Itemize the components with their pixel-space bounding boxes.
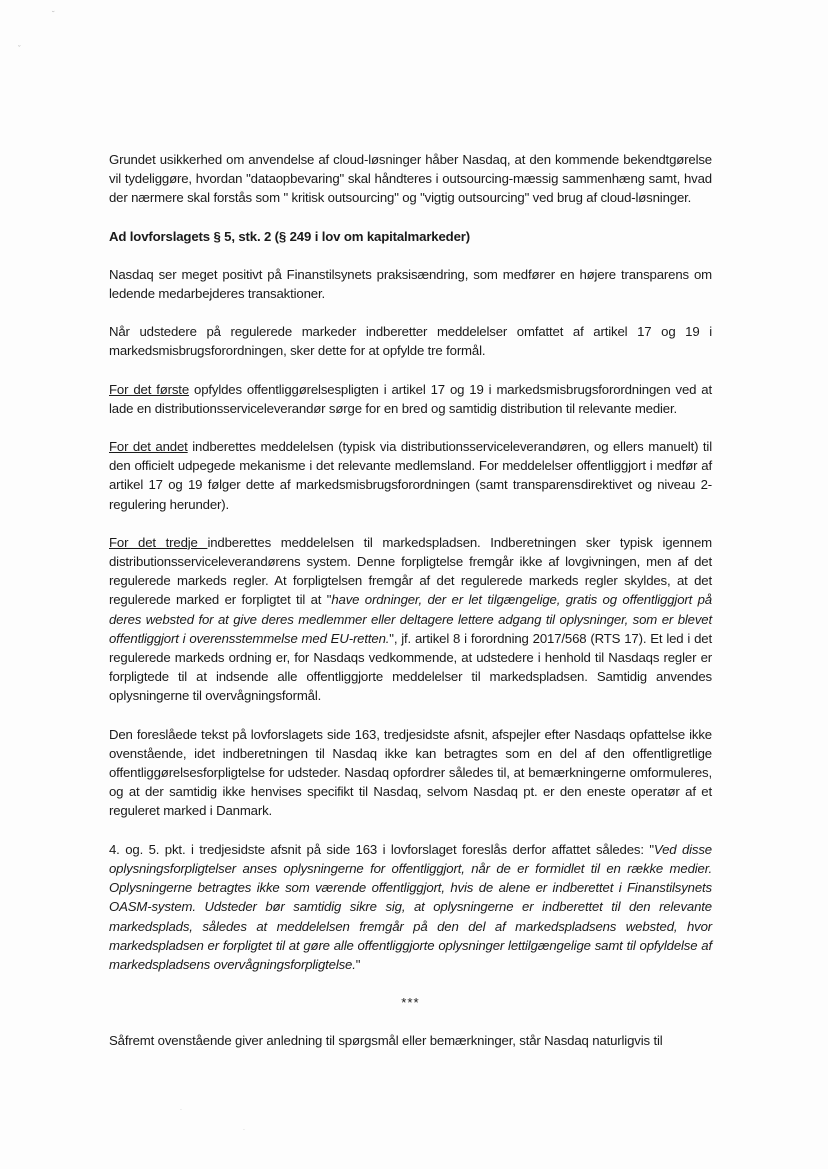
paragraph-proposed-wording	[109, 840, 712, 974]
paragraph-text: indberettes meddelelsen til markedspladsen. Indberetningen sker typisk igennem distributionsserviceleverandørens system. Denne forpligtelse fremgår ikke af lovgivningen, men af det regulerede markeds regler. At forpligtelsen fremgår af det regulerede markeds regler skyldes, at det regulerede marked er forpligtet til at "	[109, 534, 712, 608]
scan-speck: ˬ	[18, 38, 21, 47]
italic-quote: have ordninger, der er let tilgængelige, gratis og offentliggjort på deres websted for at give deres medlemmer eller deltagere lettere adgang til oplysninger, som er blevet offentliggjort i overensstemmelse med EU-retten.	[109, 592, 712, 646]
underlined-lead: For det andet	[109, 439, 188, 455]
paragraph-proposed-text: Den foreslåede tekst på lovforslagets side 163, tredjesidste afsnit, afspejler efter Nasdaqs opfattelse ikke ovenstående, idet indberetningen til Nasdaq ikke kan betragtes som en del af den offentligretlige offentliggørelsesforpligtelse for udsteder. Nasdaq opfordrer således til, at bemærkningerne omformuleres, og at der samtidig ikke henvises specifikt til Nasdaq, selvom Nasdaq pt. er den eneste operatør af et reguleret marked i Danmark.	[109, 726, 712, 819]
document-body	[109, 150, 712, 1070]
scan-speck: ˘	[52, 10, 55, 19]
paragraph-first-purpose	[109, 380, 712, 418]
paragraph-text: 4. og. 5. pkt. i tredjesidste afsnit på side 163 i lovforslaget foreslås derfor affattet således: "	[109, 841, 654, 857]
paragraph-second-purpose	[109, 437, 712, 514]
paragraph-third-purpose	[109, 533, 712, 706]
section-separator: ***	[401, 995, 420, 1011]
underlined-lead: For det første	[109, 381, 190, 397]
underlined-lead: For det tredje	[109, 534, 208, 550]
paragraph-three-purposes: Når udstedere på regulerede markeder indberetter meddelelser omfattet af artikel 17 og 19 i markedsmisbrugsforordningen, sker dette for at opfylde tre formål.	[109, 324, 712, 359]
scan-speck: ˙	[180, 1108, 183, 1117]
paragraph-practice-change: Nasdaq ser meget positivt på Finanstilsynets praksisændring, som medfører en højere transparens om ledende medarbejderes transaktioner.	[109, 266, 712, 302]
scan-speck: ˙	[243, 1128, 246, 1137]
paragraph-closing: Såfremt ovenstående giver anledning til spørgsmål eller bemærkninger, står Nasdaq naturligvis til	[109, 1033, 663, 1049]
paragraph-text: opfyldes offentliggørelsespligten i artikel 17 og 19 i markedsmisbrugsforordningen ved at lade en distributionsserviceleverandør sørge for en bred og samtidig distribution til relevante medier.	[109, 381, 713, 416]
paragraph-cloud-solutions: Grundet usikkerhed om anvendelse af cloud-løsninger håber Nasdaq, at den kommende bekendtgørelse vil tydeliggøre, hvordan "dataopbevaring" skal håndteres i outsourcing-mæssig sammenhæng samt, hvad der nærmere skal forstås som " kritisk outsourcing" og "vigtig outsourcing" ved brug af cloud-løsninger.	[109, 152, 712, 206]
paragraph-text: "	[355, 956, 361, 972]
italic-quote: Ved disse oplysningsforpligtelser anses oplysningerne for offentliggjort, når de er formidlet til en række medier. Oplysningerne betragtes ikke som værende offentliggjort, hvis de alene er indberettet i Finanstilsynets OASM-system. Udsteder bør samtidig sikre sig, at oplysningerne er indberettet til den relevante markedsplads, således at meddelelsen fremgår på den del af markedspladsens websted, hvor markedspladsen er forpligtet til at gøre alle offentliggjorte oplysninger lettilgængelige samt til opfyldelse af markedspladsens overvågningsforpligtelse.	[109, 841, 712, 972]
paragraph-text: ", jf. artikel 8 i forordning 2017/568 (RTS 17). Et led i det regulerede markeds ordning er, for Nasdaqs vedkommende, at udstedere i henhold til Nasdaqs regler er forpligtede til at indsende alle offentliggjorte meddelelser til markedspladsen. Samtidig anvendes oplysningerne til overvågningsformål.	[109, 630, 712, 704]
section-heading: Ad lovforslagets § 5, stk. 2 (§ 249 i lov om kapitalmarkeder)	[109, 228, 470, 244]
paragraph-text: indberettes meddelelsen (typisk via distributionsserviceleverandøren, og ellers manuelt) til den officielt udpegede mekanisme i det relevante medlemsland. For meddelelser offentliggjort i medfør af artikel 17 og 19 følger dette af markedsmisbrugsforordningen (samt transparensdirektivet og niveau 2-regulering herunder).	[109, 439, 712, 512]
